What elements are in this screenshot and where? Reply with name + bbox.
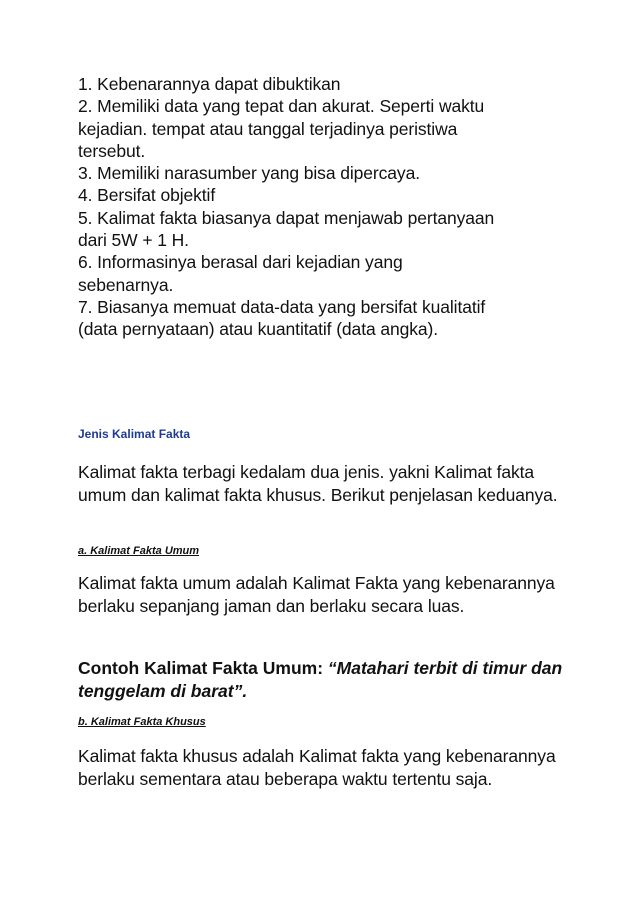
list-line: (data pernyataan) atau kuantitatif (data angka). — [78, 319, 439, 340]
list-line: 1. Kebenarannya dapat dibuktikan — [78, 74, 341, 94]
list-line: 7. Biasanya memuat data-data yang bersifat kualitatif — [78, 296, 486, 317]
subheading-general-fact: a. Kalimat Fakta Umum — [78, 545, 200, 557]
list-line: 4. Bersifat objektif — [78, 185, 216, 206]
section-title: Jenis Kalimat Fakta — [78, 427, 191, 441]
list-line: tersebut. — [78, 140, 146, 161]
list-line: dari 5W + 1 H. — [78, 230, 189, 251]
list-line: kejadian. tempat atau tanggal terjadinya peristiwa — [78, 118, 458, 139]
subheading-specific-fact: b. Kalimat Fakta Khusus — [78, 716, 206, 728]
intro-paragraph: Kalimat fakta terbagi kedalam dua jenis. yakni Kalimat fakta umum dan kalimat fakta khusus. Berikut penjelasan keduanya. — [78, 462, 558, 505]
example-general-fact — [78, 657, 578, 703]
paragraph-specific-fact: Kalimat fakta khusus adalah Kalimat fakta yang kebenarannya berlaku sementara atau beberapa waktu tertentu saja. — [78, 746, 556, 789]
list-line: 6. Informasinya berasal dari kejadian yang — [78, 252, 403, 273]
characteristics-list — [78, 73, 578, 341]
paragraph-general-fact: Kalimat fakta umum adalah Kalimat Fakta yang kebenarannya berlaku sepanjang jaman dan berlaku secara luas. — [78, 573, 555, 616]
example-quote: “Matahari terbit di timur dan tenggelam di barat”. — [78, 658, 563, 701]
list-line: sebenarnya. — [78, 274, 174, 295]
list-line: 2. Memiliki data yang tepat dan akurat. Seperti waktu — [78, 96, 485, 117]
example-label: Contoh Kalimat Fakta Umum: — [78, 658, 328, 678]
list-line: 5. Kalimat fakta biasanya dapat menjawab pertanyaan — [78, 207, 495, 228]
list-line: 3. Memiliki narasumber yang bisa dipercaya. — [78, 163, 420, 184]
